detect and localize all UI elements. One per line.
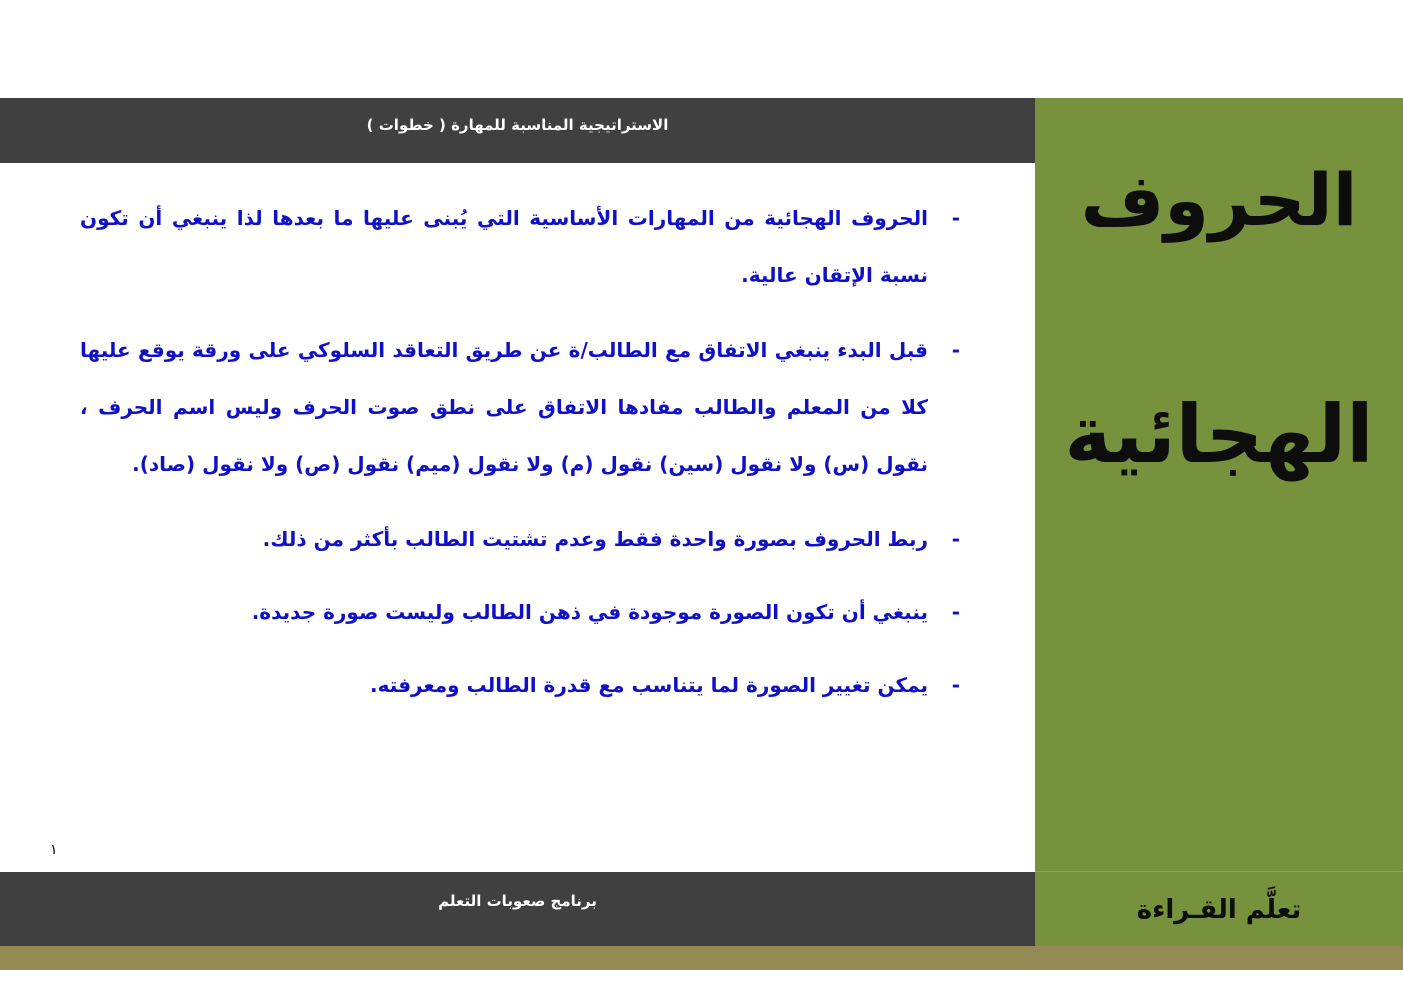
strategy-title: الاستراتيجية المناسبة للمهارة ( خطوات ): [366, 115, 669, 134]
bullet-dash: -: [951, 600, 960, 624]
page-number: ١: [50, 842, 58, 858]
bullet-dash: -: [951, 527, 960, 551]
side-title-line1: الحروف: [1080, 158, 1358, 242]
side-title-line2: الهجائية: [1064, 388, 1374, 481]
list-item: [80, 584, 960, 641]
list-item-text: الحروف الهجائية من المهارات الأساسية التي يُبنى عليها ما بعدها لذا ينبغي أن تكون نسبة الإتقان عالية.: [80, 206, 928, 287]
bullet-dash: -: [951, 206, 960, 230]
list-item-text: يمكن تغيير الصورة لما يتناسب مع قدرة الطالب ومعرفته.: [370, 673, 928, 697]
side-panel: [1035, 98, 1403, 946]
content-list: [80, 190, 960, 714]
side-divider: [1035, 871, 1403, 872]
program-footer-band: [0, 872, 1035, 946]
list-item-text: قبل البدء ينبغي الاتفاق مع الطالب/ة عن طريق التعاقد السلوكي على ورقة يوقع عليها كلا من المعلم والطالب مفادها الاتفاق على نطق صوت الحرف وليس اسم الحرف ، نقول (س) ولا نقول (سين) نقول (م) ولا نقول (ميم) نقول (ص) ولا نقول (صاد).: [80, 338, 928, 476]
list-item: [80, 511, 960, 568]
list-item-text: ربط الحروف بصورة واحدة فقط وعدم تشتيت الطالب بأكثر من ذلك.: [262, 527, 928, 551]
list-item: [80, 322, 960, 493]
side-footer-label: تعلَّم القـراءة: [1136, 895, 1302, 925]
list-item: [80, 190, 960, 304]
program-label: برنامج صعوبات التعلم: [438, 892, 597, 910]
bullet-dash: -: [951, 673, 960, 697]
bullet-dash: -: [951, 338, 960, 362]
list-item: [80, 657, 960, 714]
list-item-text: ينبغي أن تكون الصورة موجودة في ذهن الطالب وليست صورة جديدة.: [251, 600, 928, 624]
base-strip: [0, 946, 1403, 970]
strategy-header-band: [0, 98, 1035, 163]
